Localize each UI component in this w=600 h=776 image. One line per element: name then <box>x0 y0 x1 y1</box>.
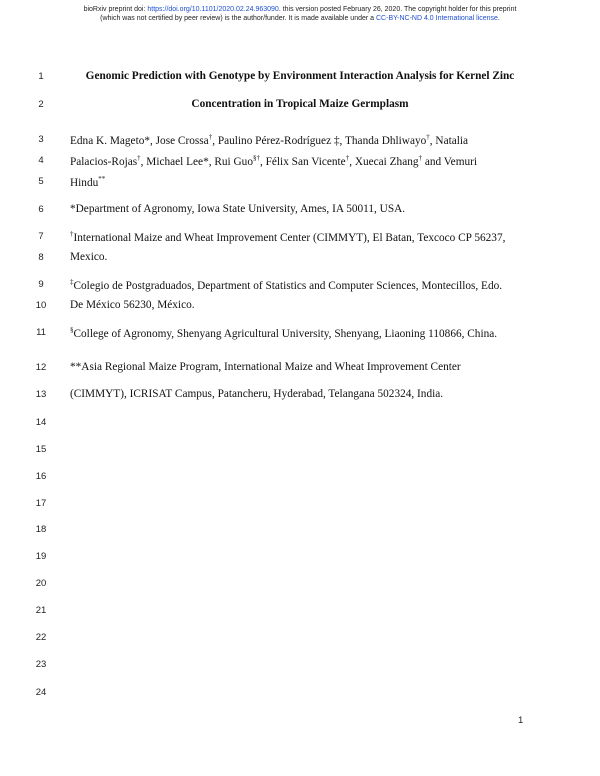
affiliation-text: International Maize and Wheat Improvement Center (CIMMYT), El Batan, Texcoco CP 56237, <box>73 231 506 244</box>
author-text: and Vemuri <box>422 155 478 168</box>
affiliation-colegio-line-2: De México 56230, México. <box>70 299 195 311</box>
affiliation-mark: † <box>70 230 74 238</box>
affiliation-text: Colegio de Postgraduados, Department of Statistics and Computer Sciences, Montecillos, Edo. <box>73 279 503 292</box>
line-number: 10 <box>35 300 47 311</box>
paper-title-line-2: Concentration in Tropical Maize Germplasm <box>191 98 409 110</box>
line-number: 16 <box>35 471 47 482</box>
affiliation-mark: † <box>418 154 423 162</box>
affiliation-cimmyt-line-2: Mexico. <box>70 251 108 263</box>
line-number: 20 <box>35 578 47 589</box>
line-number: 14 <box>35 417 47 428</box>
line-number: 19 <box>35 551 47 562</box>
affiliation-mark: ** <box>98 175 106 183</box>
line-number: 3 <box>38 134 44 145</box>
preprint-version-text: . this version posted February 26, 2020. The copyright holder for this preprint <box>278 6 517 13</box>
author-text: , Paulino Pérez-Rodríguez ‡, Thanda Dhliwayo <box>212 134 427 147</box>
line-number: 5 <box>38 176 44 187</box>
line-number: 18 <box>35 524 47 535</box>
affiliation-shenyang <box>70 326 497 340</box>
line-number: 12 <box>35 362 47 373</box>
line-number: 9 <box>38 279 44 290</box>
author-text: Palacios-Rojas <box>70 155 138 168</box>
author-text: , Félix San Vicente <box>259 155 346 168</box>
line-number: 21 <box>35 605 47 616</box>
line-number: 11 <box>36 327 46 338</box>
author-line-3 <box>70 175 105 189</box>
affiliation-text: College of Agronomy, Shenyang Agricultural University, Shenyang, Liaoning 110866, China. <box>73 327 498 340</box>
license-link[interactable]: CC-BY-NC-ND 4.0 International license <box>376 14 498 22</box>
line-number: 6 <box>38 204 44 215</box>
line-number: 7 <box>38 231 44 242</box>
line-number: 23 <box>35 659 47 670</box>
line-number: 13 <box>35 389 47 400</box>
author-text: , Michael Lee*, Rui Guo <box>140 155 253 168</box>
affiliation-mark: † <box>345 154 350 162</box>
preprint-prefix: bioRxiv preprint doi: <box>83 6 148 13</box>
affiliation-mark: † <box>137 154 141 162</box>
doi-link[interactable]: https://doi.org/10.1101/2020.02.24.963090 <box>147 6 279 13</box>
affiliation-colegio-line-1 <box>70 278 502 292</box>
author-text: , Natalia <box>429 134 469 147</box>
page-number: 1 <box>518 715 524 726</box>
affiliation-mark: † <box>426 133 430 141</box>
preprint-notice-line-2 <box>20 15 580 24</box>
line-number: 15 <box>35 444 47 455</box>
affiliation-mark: † <box>208 133 213 141</box>
preprint-notice-line-1 <box>20 6 580 15</box>
affiliation-mark: ‡ <box>70 278 74 286</box>
preprint-notice <box>20 6 580 23</box>
preprint-license-text: (which was not certified by peer review) is the author/funder. It is made available under a <box>100 14 376 22</box>
author-text: , Xuecai Zhang <box>349 155 419 168</box>
affiliation-mark: §† <box>252 154 260 162</box>
affiliation-asia-line-1: **Asia Regional Maize Program, International Maize and Wheat Improvement Center <box>70 361 461 373</box>
affiliation-cimmyt-line-1 <box>70 230 505 244</box>
affiliation-mark: § <box>70 326 74 334</box>
line-number: 4 <box>38 155 44 166</box>
line-number: 2 <box>38 99 44 110</box>
author-line-1 <box>70 133 468 147</box>
line-number: 24 <box>35 687 47 698</box>
line-number: 22 <box>35 632 47 643</box>
preprint-end: . <box>497 14 500 22</box>
author-text: Edna K. Mageto*, Jose Crossa <box>70 134 209 147</box>
line-number: 8 <box>38 252 44 263</box>
affiliation-iowa: *Department of Agronomy, Iowa State University, Ames, IA 50011, USA. <box>70 203 406 215</box>
line-number: 17 <box>35 498 47 509</box>
paper-title-line-1: Genomic Prediction with Genotype by Environment Interaction Analysis for Kernel Zinc <box>85 70 515 82</box>
affiliation-asia-line-2: (CIMMYT), ICRISAT Campus, Patancheru, Hyderabad, Telangana 502324, India. <box>70 388 444 400</box>
author-text: Hindu <box>70 176 99 189</box>
line-number: 1 <box>38 71 44 82</box>
author-line-2 <box>70 154 477 168</box>
